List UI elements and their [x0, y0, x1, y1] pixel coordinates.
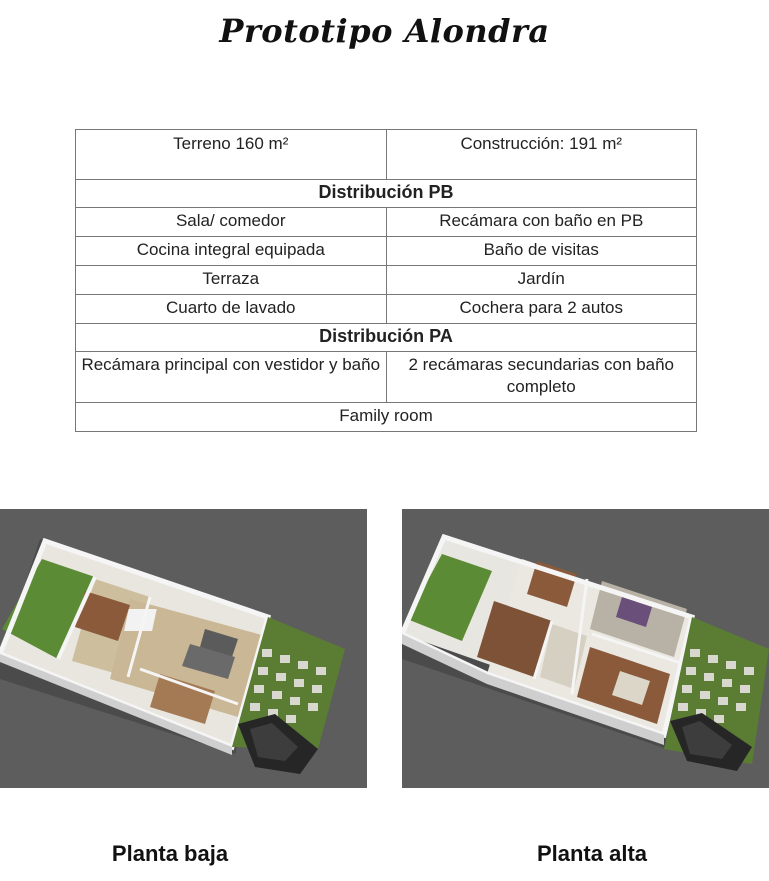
- pb-heading: Distribución PB: [76, 180, 697, 208]
- upper-floor-plan-image: [402, 509, 769, 788]
- table-cell: Cuarto de lavado: [76, 295, 387, 324]
- table-cell: Cochera para 2 autos: [386, 295, 697, 324]
- construccion-cell: Construcción: 191 m²: [386, 130, 697, 180]
- table-row: [76, 352, 697, 403]
- ground-floor-plan-image: [0, 509, 367, 788]
- table-cell: Terraza: [76, 266, 387, 295]
- specs-table: [75, 129, 697, 432]
- table-cell: Sala/ comedor: [76, 208, 387, 237]
- ground-floor-caption: Planta baja: [111, 841, 229, 866]
- table-cell: 2 recámaras secundarias con baño completo: [386, 352, 697, 403]
- table-row: [76, 266, 697, 295]
- table-row: [76, 130, 697, 180]
- table-cell: Baño de visitas: [386, 237, 697, 266]
- page-title: Prototipo Alondra: [219, 12, 550, 50]
- upper-floor-render: [402, 509, 769, 788]
- table-row: [76, 324, 697, 352]
- table-cell: Recámara con baño en PB: [386, 208, 697, 237]
- table-row: [76, 208, 697, 237]
- table-row: [76, 403, 697, 432]
- table-row: [76, 295, 697, 324]
- table-cell: Recámara principal con vestidor y baño: [76, 352, 387, 403]
- table-row: [76, 237, 697, 266]
- upper-floor-caption: Planta alta: [536, 841, 648, 866]
- table-cell: Cocina integral equipada: [76, 237, 387, 266]
- pa-heading: Distribución PA: [76, 324, 697, 352]
- family-room-cell: Family room: [76, 403, 697, 432]
- terreno-cell: Terreno 160 m²: [76, 130, 387, 180]
- table-row: [76, 180, 697, 208]
- table-cell: Jardín: [386, 266, 697, 295]
- ground-floor-render: [0, 509, 367, 788]
